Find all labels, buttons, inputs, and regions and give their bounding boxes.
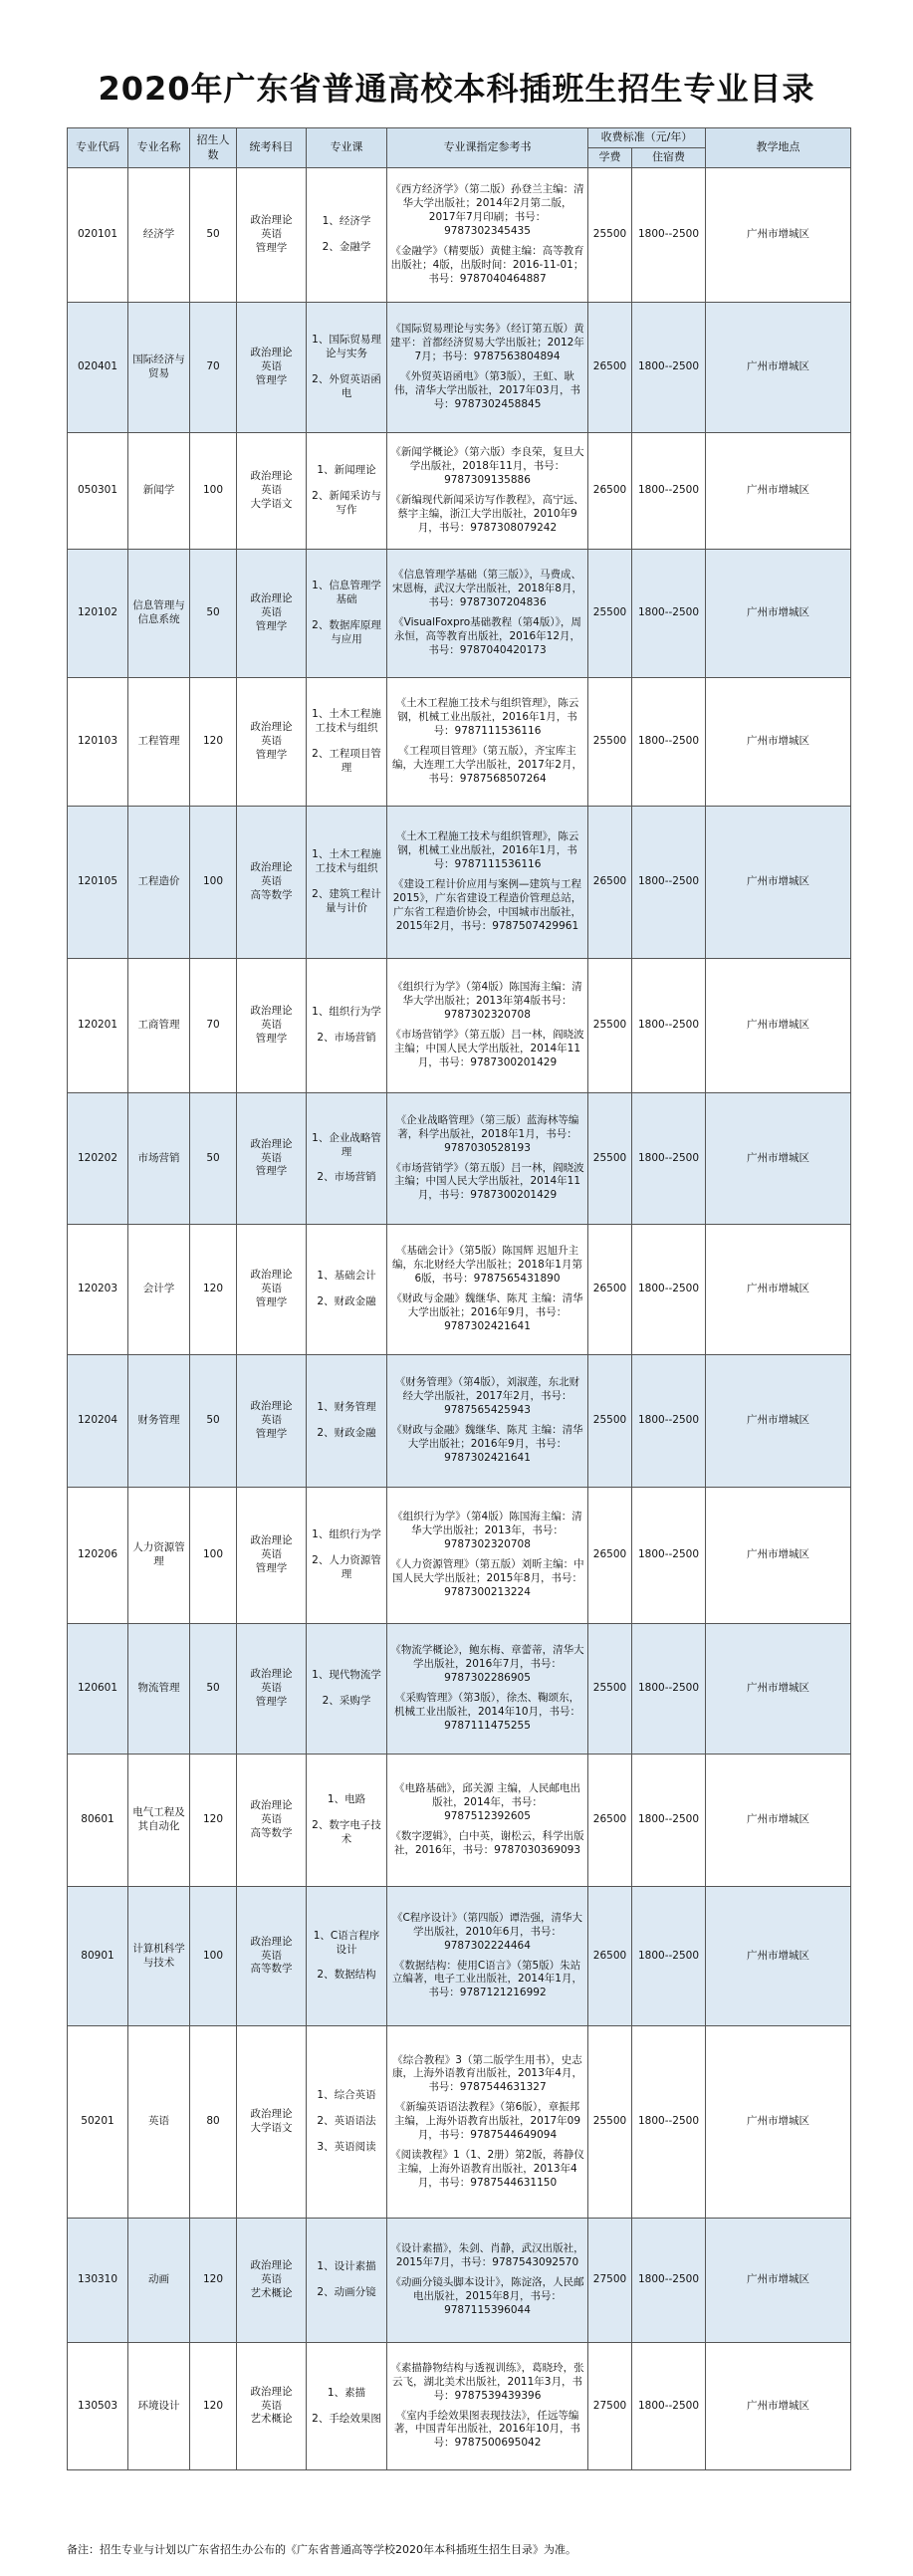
quota-cell: 120 [190, 1225, 237, 1355]
reference-books-cell [387, 168, 588, 303]
course-item: 1、电路 [327, 1793, 366, 1806]
reference-book: 《C程序设计》（第四版）谭浩强，清华大学出版社，2010年6月，书号：9787302224464 [391, 1911, 583, 1952]
courses-cell [307, 1093, 387, 1225]
course-item: 1、土木工程施工技术与组织 [312, 848, 381, 875]
header-lodging: 住宿费 [632, 148, 706, 168]
exam-subjects-cell: 政治理论 英语 大学语文 [237, 433, 307, 550]
reference-book: 《土木工程施工技术与组织管理》，陈云钢，机械工业出版社，2016年1月，书号：9787111536116 [395, 697, 579, 738]
course-item: 2、人力资源管理 [312, 1554, 381, 1580]
major-name-cell: 物流管理 [128, 1624, 190, 1755]
reference-book: 《数据结构：使用C语言》（第5版）朱站立编著，电子工业出版社，2014年1月，书号：9787121216992 [392, 1959, 582, 1999]
courses-cell [307, 1225, 387, 1355]
course-item: 1、新闻理论 [317, 464, 376, 477]
lodging-fee-cell: 1800--2500 [632, 433, 706, 550]
courses-cell [307, 959, 387, 1093]
major-code-cell: 120202 [68, 1093, 128, 1225]
major-name-cell: 工程管理 [128, 678, 190, 807]
tuition-cell: 25500 [588, 1624, 632, 1755]
table-header [68, 128, 851, 168]
courses-cell [307, 1755, 387, 1887]
courses-cell [307, 303, 387, 433]
courses-cell [307, 1355, 387, 1488]
courses-cell [307, 807, 387, 959]
reference-book: 《建设工程计价应用与案例—建筑与工程2015》，广东省建设工程造价管理总站，广东省工程造价协会，中国城市出版社，2015年2月，书号：9787507429961 [392, 878, 582, 932]
major-code-cell: 80601 [68, 1755, 128, 1887]
course-item: 1、C语言程序设计 [313, 1929, 380, 1956]
table-row [68, 303, 851, 433]
table-row [68, 2026, 851, 2219]
exam-subjects-cell: 政治理论 英语 管理学 [237, 1225, 307, 1355]
reference-book: 《室内手绘效果图表现技法》，任远等编著，中国青年出版社，2016年10月，书号：9787500695042 [393, 2409, 581, 2450]
course-item: 3、英语阅读 [317, 2140, 376, 2153]
tuition-cell: 27500 [588, 2343, 632, 2470]
reference-books-cell [387, 2219, 588, 2343]
course-item: 1、综合英语 [317, 2089, 376, 2102]
quota-cell: 100 [190, 807, 237, 959]
footnote: 备注：招生专业与计划以广东省招生办公布的《广东省普通高等学校2020年本科插班生招生目录》为准。 [67, 2543, 576, 2556]
table-row [68, 2219, 851, 2343]
major-name-cell: 英语 [128, 2026, 190, 2219]
header-tuition: 学费 [588, 148, 632, 168]
major-code-cell: 120203 [68, 1225, 128, 1355]
reference-books-cell [387, 1755, 588, 1887]
quota-cell: 120 [190, 1755, 237, 1887]
courses-cell [307, 1887, 387, 2026]
lodging-fee-cell: 1800--2500 [632, 807, 706, 959]
exam-subjects-cell: 政治理论 英语 管理学 [237, 1624, 307, 1755]
course-item: 2、财政金融 [317, 1295, 376, 1307]
quota-cell: 50 [190, 1093, 237, 1225]
tuition-cell: 26500 [588, 1887, 632, 2026]
location-cell: 广州市增城区 [706, 1225, 851, 1355]
major-code-cell: 120601 [68, 1624, 128, 1755]
courses-cell [307, 2219, 387, 2343]
table-row [68, 1887, 851, 2026]
reference-book: 《财政与金融》魏继华、陈芃 主编：清华大学出版社；2016年9月，书号：9787302421641 [391, 1292, 583, 1332]
reference-book: 《新闻学概论》（第六版）李良荣，复旦大学出版社，2018年11月，书号：9787309135886 [390, 446, 584, 487]
header-code: 专业代码 [68, 128, 128, 168]
reference-book: 《金融学》（精要版）黄健主编：高等教育出版社；4版，出版时间：2016-11-01；书号：9787040464887 [390, 244, 584, 285]
courses-cell [307, 433, 387, 550]
location-cell: 广州市增城区 [706, 1755, 851, 1887]
course-item: 1、组织行为学 [312, 1528, 381, 1541]
courses-cell [307, 1488, 387, 1624]
course-item: 2、英语语法 [317, 2115, 376, 2128]
table-row [68, 1225, 851, 1355]
location-cell: 广州市增城区 [706, 550, 851, 678]
exam-subjects-cell: 政治理论 英语 管理学 [237, 959, 307, 1093]
major-name-cell: 信息管理与信息系统 [128, 550, 190, 678]
exam-subjects-cell: 政治理论 英语 高等数学 [237, 1755, 307, 1887]
header-exam: 统考科目 [237, 128, 307, 168]
lodging-fee-cell: 1800--2500 [632, 303, 706, 433]
course-item: 1、信息管理学基础 [312, 580, 381, 606]
lodging-fee-cell: 1800--2500 [632, 550, 706, 678]
exam-subjects-cell: 政治理论 英语 管理学 [237, 1355, 307, 1488]
table-row [68, 1093, 851, 1225]
quota-cell: 50 [190, 168, 237, 303]
reference-book: 《外贸英语函电》（第3版），王虹、耿伟，清华大学出版社，2017年03月，书号：9787302458845 [393, 370, 581, 410]
table-row [68, 1755, 851, 1887]
location-cell: 广州市增城区 [706, 959, 851, 1093]
reference-books-cell [387, 2343, 588, 2470]
location-cell: 广州市增城区 [706, 807, 851, 959]
header-name: 专业名称 [128, 128, 190, 168]
courses-cell [307, 550, 387, 678]
exam-subjects-cell: 政治理论 英语 管理学 [237, 678, 307, 807]
location-cell: 广州市增城区 [706, 303, 851, 433]
lodging-fee-cell: 1800--2500 [632, 168, 706, 303]
table-row [68, 550, 851, 678]
exam-subjects-cell: 政治理论 英语 管理学 [237, 1488, 307, 1624]
courses-cell [307, 678, 387, 807]
major-name-cell: 电气工程及其自动化 [128, 1755, 190, 1887]
lodging-fee-cell: 1800--2500 [632, 959, 706, 1093]
location-cell: 广州市增城区 [706, 2343, 851, 2470]
quota-cell: 70 [190, 303, 237, 433]
major-name-cell: 环境设计 [128, 2343, 190, 2470]
location-cell: 广州市增城区 [706, 1624, 851, 1755]
major-name-cell: 工商管理 [128, 959, 190, 1093]
course-item: 2、工程项目管理 [312, 748, 381, 774]
lodging-fee-cell: 1800--2500 [632, 1355, 706, 1488]
major-code-cell: 120204 [68, 1355, 128, 1488]
table-row [68, 807, 851, 959]
reference-books-cell [387, 433, 588, 550]
reference-book: 《人力资源管理》（第五版）刘昕主编：中国人民大学出版社；2015年8月，书号：9787300213224 [390, 1558, 584, 1598]
major-name-cell: 动画 [128, 2219, 190, 2343]
reference-book: 《国际贸易理论与实务》（经订第五版）黄建平：首都经济贸易大学出版社；2012年7月；书号：9787563804894 [390, 323, 584, 363]
tuition-cell: 25500 [588, 959, 632, 1093]
location-cell: 广州市增城区 [706, 1887, 851, 2026]
exam-subjects-cell: 政治理论 英语 管理学 [237, 1093, 307, 1225]
reference-book: 《设计素描》，朱剑、肖静，武汉出版社，2015年7月，书号：9787543092570 [390, 2242, 584, 2269]
table-row [68, 2343, 851, 2470]
reference-book: 《市场营销学》（第五版）吕一林，阎晓波主编；中国人民大学出版社，2014年11月，书号：9787300201429 [390, 1161, 584, 1202]
reference-books-cell [387, 678, 588, 807]
lodging-fee-cell: 1800--2500 [632, 2219, 706, 2343]
courses-cell [307, 2026, 387, 2219]
major-code-cell: 020401 [68, 303, 128, 433]
table-row [68, 1488, 851, 1624]
quota-cell: 50 [190, 1624, 237, 1755]
reference-book: 《组织行为学》（第4版）陈国海主编：清华大学出版社；2013年第4版书号：9787302320708 [392, 981, 582, 1022]
courses-cell [307, 2343, 387, 2470]
course-item: 1、经济学 [322, 215, 371, 228]
tuition-cell: 25500 [588, 550, 632, 678]
lodging-fee-cell: 1800--2500 [632, 1488, 706, 1624]
table-row [68, 168, 851, 303]
reference-book: 《新编现代新闻采访写作教程》，高宁远、蔡宇主编，浙江大学出版社，2010年9月，书号：9787308079242 [390, 494, 584, 534]
tuition-cell: 26500 [588, 1755, 632, 1887]
lodging-fee-cell: 1800--2500 [632, 2343, 706, 2470]
tuition-cell: 26500 [588, 1488, 632, 1624]
major-code-cell: 80901 [68, 1887, 128, 2026]
course-item: 2、金融学 [322, 241, 371, 253]
tuition-cell: 25500 [588, 678, 632, 807]
tuition-cell: 26500 [588, 303, 632, 433]
reference-books-cell [387, 1093, 588, 1225]
reference-book: 《素描静物结构与透视训练》，葛晓玲，张云飞，湖北美术出版社，2011年3月，书号：9787539439396 [390, 2361, 584, 2402]
course-item: 2、财政金融 [317, 1427, 376, 1439]
major-code-cell: 50201 [68, 2026, 128, 2219]
course-item: 1、素描 [327, 2386, 366, 2399]
major-name-cell: 工程造价 [128, 807, 190, 959]
reference-books-cell [387, 1624, 588, 1755]
exam-subjects-cell: 政治理论 英语 管理学 [237, 303, 307, 433]
course-item: 2、市场营销 [317, 1032, 376, 1044]
reference-book: 《动画分镜头脚本设计》，陈淀洛，人民邮电出版社，2015年8月，书号：9787115396044 [390, 2276, 584, 2316]
reference-book: 《阅读教程》1（1、2册）第2版，蒋静仪主编，上海外语教育出版社，2013年4月，书号：9787544631150 [390, 2148, 584, 2189]
exam-subjects-cell: 政治理论 英语 管理学 [237, 168, 307, 303]
tuition-cell: 27500 [588, 2219, 632, 2343]
reference-book: 《物流学概论》，鲍东梅、章蕾蒂，清华大学出版社，2016年7月，书号：9787302286905 [390, 1644, 584, 1685]
major-name-cell: 人力资源管理 [128, 1488, 190, 1624]
location-cell: 广州市增城区 [706, 433, 851, 550]
location-cell: 广州市增城区 [706, 1488, 851, 1624]
reference-book: 《组织行为学》（第4版）陈国海主编：清华大学出版社；2013年，书号：9787302320708 [392, 1511, 582, 1551]
major-name-cell: 计算机科学与技术 [128, 1887, 190, 2026]
reference-book: 《采购管理》（第3版），徐杰、鞠颂东，机械工业出版社，2014年10月，书号：9787111475255 [393, 1692, 581, 1732]
quota-cell: 80 [190, 2026, 237, 2219]
reference-book: 《新编英语语法教程》（第6版），章振邦主编，上海外语教育出版社，2017年09月，书号：9787544649094 [393, 2101, 581, 2141]
reference-books-cell [387, 959, 588, 1093]
header-course: 专业课 [307, 128, 387, 168]
table-row [68, 1355, 851, 1488]
course-item: 1、国际贸易理论与实务 [312, 334, 381, 360]
major-code-cell: 130503 [68, 2343, 128, 2470]
tuition-cell: 26500 [588, 1225, 632, 1355]
reference-books-cell [387, 303, 588, 433]
location-cell: 广州市增城区 [706, 2219, 851, 2343]
course-item: 1、基础会计 [317, 1270, 376, 1283]
quota-cell: 50 [190, 1355, 237, 1488]
header-location: 教学地点 [706, 128, 851, 168]
reference-book: 《市场营销学》（第五版）吕一林，阎晓波主编；中国人民大学出版社，2014年11月，书号：9787300201429 [390, 1029, 584, 1068]
major-code-cell: 130310 [68, 2219, 128, 2343]
reference-book: 《基础会计》（第5版）陈国辉 迟旭升主编，东北财经大学出版社；2018年1月第6版，书号：9787565431890 [392, 1245, 582, 1286]
major-code-cell: 020101 [68, 168, 128, 303]
table-body [68, 168, 851, 2470]
quota-cell: 50 [190, 550, 237, 678]
course-item: 2、采购学 [322, 1695, 371, 1707]
header-books: 专业课指定参考书 [387, 128, 588, 168]
reference-book: 《电路基础》，邱关源 主编，人民邮电出版社，2014年，书号：9787512392605 [393, 1782, 581, 1823]
course-item: 2、数字电子技术 [312, 1819, 381, 1845]
course-item: 2、新闻采访与写作 [312, 490, 381, 516]
major-code-cell: 050301 [68, 433, 128, 550]
lodging-fee-cell: 1800--2500 [632, 1755, 706, 1887]
table-row [68, 1624, 851, 1755]
major-code-cell: 120105 [68, 807, 128, 959]
lodging-fee-cell: 1800--2500 [632, 1624, 706, 1755]
reference-book: 《工程项目管理》（第五版），齐宝库主编，大连理工大学出版社，2017年2月，书号：9787568507264 [392, 745, 582, 785]
quota-cell: 120 [190, 2219, 237, 2343]
reference-books-cell [387, 807, 588, 959]
course-item: 1、组织行为学 [312, 1006, 381, 1019]
reference-book: 《土木工程施工技术与组织管理》，陈云钢，机械工业出版社，2016年1月，书号：9787111536116 [395, 830, 579, 871]
lodging-fee-cell: 1800--2500 [632, 1225, 706, 1355]
course-item: 1、财务管理 [317, 1401, 376, 1414]
major-name-cell: 市场营销 [128, 1093, 190, 1225]
course-item: 2、外贸英语函电 [312, 373, 381, 399]
tuition-cell: 25500 [588, 168, 632, 303]
reference-books-cell [387, 550, 588, 678]
quota-cell: 120 [190, 678, 237, 807]
location-cell: 广州市增城区 [706, 1093, 851, 1225]
location-cell: 广州市增城区 [706, 168, 851, 303]
quota-cell: 100 [190, 1488, 237, 1624]
location-cell: 广州市增城区 [706, 678, 851, 807]
reference-book: 《综合教程》3（第二版学生用书），史志康，上海外语教育出版社，2013年4月，书号：9787544631327 [392, 2053, 582, 2094]
major-name-cell: 会计学 [128, 1225, 190, 1355]
course-item: 2、手绘效果图 [312, 2412, 381, 2425]
exam-subjects-cell: 政治理论 英语 高等数学 [237, 1887, 307, 2026]
tuition-cell: 25500 [588, 1093, 632, 1225]
lodging-fee-cell: 1800--2500 [632, 1093, 706, 1225]
major-code-cell: 120102 [68, 550, 128, 678]
course-item: 1、现代物流学 [312, 1669, 381, 1682]
catalog-table [67, 127, 851, 2470]
course-item: 2、建筑工程计量与计价 [312, 888, 381, 914]
reference-books-cell [387, 1355, 588, 1488]
course-item: 2、动画分镜 [317, 2286, 376, 2298]
reference-book: 《VisualFoxpro基础教程（第4版）》，周永恒，高等教育出版社，2016年12月，书号：9787040420173 [393, 616, 581, 656]
quota-cell: 100 [190, 433, 237, 550]
location-cell: 广州市增城区 [706, 1355, 851, 1488]
table-row [68, 678, 851, 807]
page-title: 2020年广东省普通高校本科插班生招生专业目录 [98, 70, 815, 108]
lodging-fee-cell: 1800--2500 [632, 2026, 706, 2219]
quota-cell: 120 [190, 2343, 237, 2470]
header-quota: 招生人数 [190, 128, 237, 168]
reference-book: 《西方经济学》（第二版）孙登兰主编：清华大学出版社；2014年2月第二版，2017年7月印刷；书号：9787302345435 [390, 183, 584, 238]
tuition-cell: 25500 [588, 1355, 632, 1488]
course-item: 1、设计素描 [317, 2260, 376, 2273]
course-item: 1、土木工程施工技术与组织 [312, 708, 381, 735]
exam-subjects-cell: 政治理论 英语 艺术概论 [237, 2343, 307, 2470]
location-cell: 广州市增城区 [706, 2026, 851, 2219]
courses-cell [307, 168, 387, 303]
major-name-cell: 国际经济与贸易 [128, 303, 190, 433]
major-code-cell: 120103 [68, 678, 128, 807]
tuition-cell: 26500 [588, 433, 632, 550]
course-item: 2、数据库原理与应用 [312, 619, 381, 645]
tuition-cell: 26500 [588, 807, 632, 959]
lodging-fee-cell: 1800--2500 [632, 678, 706, 807]
major-code-cell: 120201 [68, 959, 128, 1093]
table-row [68, 959, 851, 1093]
tuition-cell: 25500 [588, 2026, 632, 2219]
reference-book: 《数字逻辑》，白中英，谢松云，科学出版社，2016年，书号：9787030369093 [390, 1829, 584, 1856]
reference-book: 《信息管理学基础（第三版）》，马费成、宋恩梅，武汉大学出版社，2018年8月，书号：9787307204836 [392, 569, 582, 609]
exam-subjects-cell: 政治理论 英语 高等数学 [237, 807, 307, 959]
exam-subjects-cell: 政治理论 英语 艺术概论 [237, 2219, 307, 2343]
courses-cell [307, 1624, 387, 1755]
quota-cell: 70 [190, 959, 237, 1093]
reference-books-cell [387, 1488, 588, 1624]
reference-book: 《财务管理》（第4版），刘淑莲，东北财经大学出版社，2017年2月，书号：9787565425943 [394, 1376, 580, 1417]
course-item: 2、市场营销 [317, 1171, 376, 1184]
major-name-cell: 财务管理 [128, 1355, 190, 1488]
major-name-cell: 新闻学 [128, 433, 190, 550]
major-name-cell: 经济学 [128, 168, 190, 303]
reference-books-cell [387, 2026, 588, 2219]
reference-book: 《企业战略管理》（第三版）蓝海林等编著，科学出版社，2018年1月，书号：9787030528193 [395, 1113, 579, 1154]
quota-cell: 100 [190, 1887, 237, 2026]
exam-subjects-cell: 政治理论 大学语文 [237, 2026, 307, 2219]
lodging-fee-cell: 1800--2500 [632, 1887, 706, 2026]
reference-books-cell [387, 1225, 588, 1355]
header-fee-group: 收费标准（元/年） [588, 128, 706, 148]
major-code-cell: 120206 [68, 1488, 128, 1624]
exam-subjects-cell: 政治理论 英语 管理学 [237, 550, 307, 678]
reference-book: 《财政与金融》魏继华、陈芃 主编：清华大学出版社；2016年9月，书号：9787302421641 [391, 1424, 583, 1464]
table-row [68, 433, 851, 550]
course-item: 2、数据结构 [317, 1969, 376, 1982]
reference-books-cell [387, 1887, 588, 2026]
course-item: 1、企业战略管理 [312, 1131, 381, 1158]
